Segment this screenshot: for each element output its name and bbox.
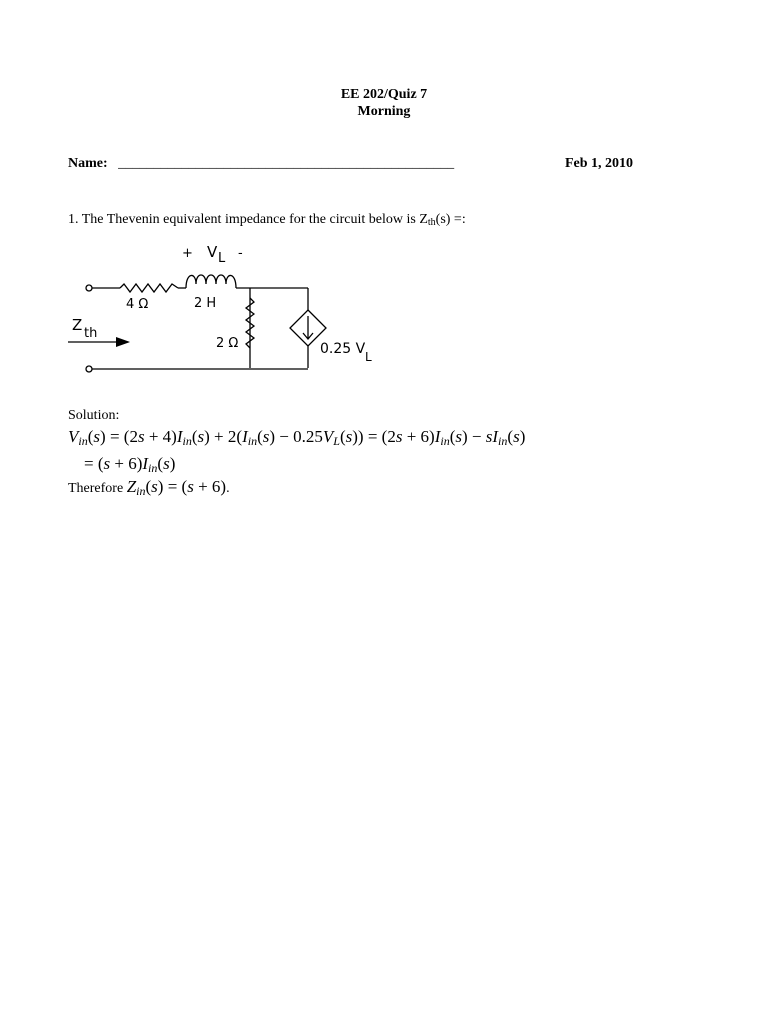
vl-minus: - [238,246,243,261]
session-title: Morning [357,104,411,119]
quiz-date: Feb 1, 2010 [565,156,634,171]
inductor-2h [186,275,236,288]
label-2ohm: 2 Ω [216,336,239,351]
terminal-bottom [86,366,92,372]
circuit-diagram [60,240,400,380]
label-4ohm: 4 Ω [126,297,149,312]
vl-letter: V [207,243,218,261]
solution-label: Solution: [68,408,120,423]
vl-subscript: L [218,251,226,266]
question-1 [68,211,466,231]
source-subscript: L [365,350,372,364]
label-2h: 2 H [194,296,217,311]
quiz-header [0,86,768,120]
question-suffix: (s) =: [435,212,466,227]
zth-subscript: th [84,326,98,341]
zth-letter: Z [72,316,83,334]
question-text: 1. The Thevenin equivalent impedance for the circuit below is Z [68,212,428,227]
conclusion: Therefore Zin(s) = (s + 6). [68,477,230,498]
vl-plus: + [182,246,193,261]
solution-equation-2: = (s + 6)Iin(s) [84,454,176,475]
conclusion-equation: Zin(s) = (s + 6) [126,477,227,498]
course-title: EE 202/Quiz 7 [340,87,428,102]
question-subscript: th [427,217,436,228]
resistor-2ohm [246,298,254,348]
name-field [68,155,454,172]
name-blank: ________________________________________________ [118,156,455,171]
solution-equation-1: Vin(s) = (2s + 4)Iin(s) + 2(Iin(s) − 0.25VL(s)) = (2s + 6)Iin(s) − sIin(s) [68,427,526,448]
terminal-top [86,285,92,291]
resistor-4ohm [120,284,178,292]
therefore-label: Therefore [68,481,124,496]
name-label: Name: [68,156,108,171]
source-label: 0.25 V [320,341,366,357]
